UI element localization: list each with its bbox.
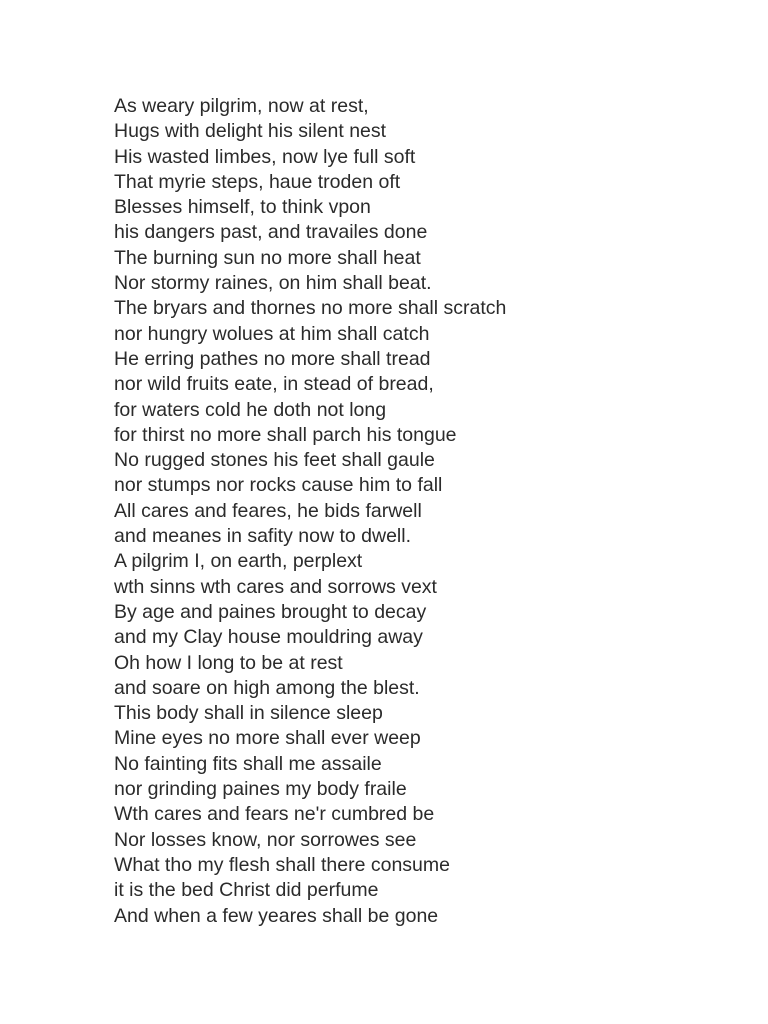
poem-line: Nor stormy raines, on him shall beat. [114,272,432,295]
poem-line: No fainting fits shall me assaile [114,752,382,775]
poem-line: What tho my flesh shall there consume [114,853,450,876]
poem-line: No rugged stones his feet shall gaule [114,449,435,472]
poem-line: By age and paines brought to decay [114,600,427,623]
poem-line: As weary pilgrim, now at rest, [114,95,369,117]
poem-line: and my Clay house mouldring away [114,626,423,649]
poem-line: Oh how I long to be at rest [114,651,343,674]
poem-line: nor hungry wolues at him shall catch [114,322,430,345]
poem-line: nor grinding paines my body fraile [114,778,407,801]
poem-line: Mine eyes no more shall ever weep [114,727,421,750]
poem-line: A pilgrim I, on earth, perplext [114,550,363,573]
poem-line: All cares and feares, he bids farwell [114,499,422,522]
poem-line: and meanes in safity now to dwell. [114,525,411,548]
poem-line: This body shall in silence sleep [114,702,383,725]
poem-line: his dangers past, and travailes done [114,221,428,244]
poem-text [114,94,506,929]
poem-line: it is the bed Christ did perfume [114,879,379,902]
poem-line: And when a few yeares shall be gone [114,904,439,927]
poem-line: Nor losses know, nor sorrowes see [114,828,417,851]
poem-line: The bryars and thornes no more shall scratch [114,297,507,320]
poem-line: That myrie steps, haue troden oft [114,170,401,193]
poem-line: His wasted limbes, now lye full soft [114,145,416,168]
poem-line: Wth cares and fears ne'r cumbred be [114,803,435,826]
poem-line: nor wild fruits eate, in stead of bread, [114,373,434,396]
poem-line: and soare on high among the blest. [114,676,420,699]
poem-line: Blesses himself, to think vpon [114,196,371,219]
poem-line: nor stumps nor rocks cause him to fall [114,474,443,497]
poem-line: for waters cold he doth not long [114,398,387,421]
poem-line: wth sinns wth cares and sorrows vext [114,575,437,598]
poem-line: The burning sun no more shall heat [114,246,421,269]
poem-line: Hugs with delight his silent nest [114,120,387,143]
poem-line: for thirst no more shall parch his tongue [114,423,457,446]
poem-line: He erring pathes no more shall tread [114,347,431,370]
